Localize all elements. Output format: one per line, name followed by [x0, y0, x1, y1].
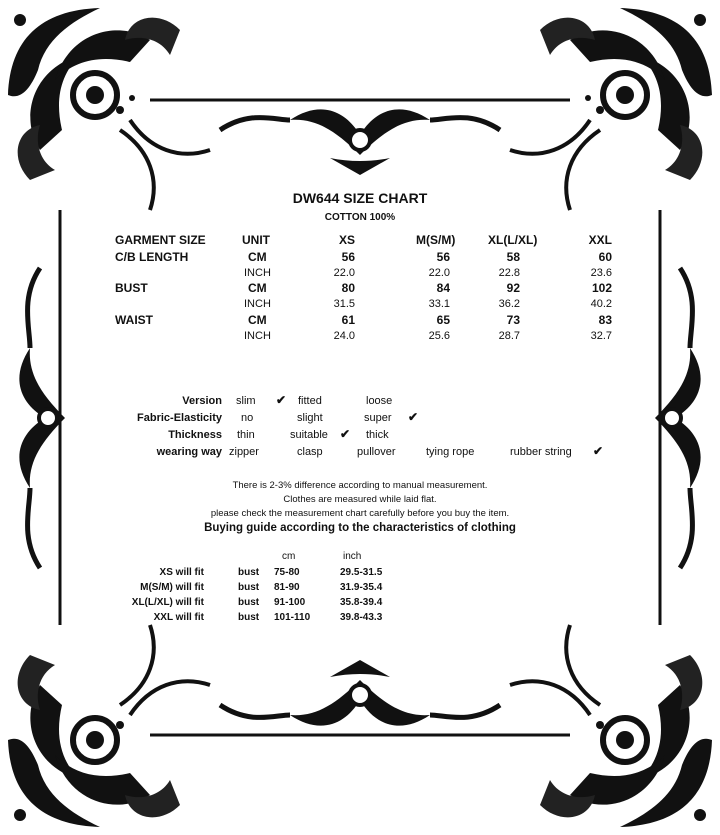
cell-value: 56 — [341, 250, 355, 264]
cell-value: 31.5 — [333, 298, 355, 310]
cell-value: 61 — [341, 313, 355, 327]
guide-row-inch: 35.8-39.4 — [340, 597, 383, 608]
row-label-bust: BUST — [115, 281, 148, 295]
note-line: please check the measurement chart carefully before you buy the item. — [210, 508, 510, 519]
cell-value: 60 — [598, 250, 612, 264]
guide-row-inch: 29.5-31.5 — [340, 567, 383, 578]
header-unit: UNIT — [242, 233, 270, 247]
cell-value: 28.7 — [498, 330, 520, 342]
cell-value: 56 — [436, 250, 450, 264]
cell-value: 92 — [506, 281, 520, 295]
cell-value: 22.8 — [498, 267, 520, 279]
row-label-waist: WAIST — [115, 313, 153, 327]
option-fitted: fitted — [298, 395, 322, 407]
guide-header-inch: inch — [343, 551, 362, 562]
option-thick: thick — [366, 429, 389, 441]
unit-inch: INCH — [244, 330, 271, 342]
option-no: no — [241, 412, 254, 424]
cell-value: 58 — [506, 250, 520, 264]
guide-row-label: XS will fit — [159, 567, 204, 578]
cell-value: 32.7 — [590, 330, 612, 342]
check-icon: ✔ — [593, 444, 604, 458]
option-slim: slim — [236, 395, 256, 407]
guide-row-cm: 75-80 — [274, 567, 300, 578]
header-xs: XS — [338, 233, 355, 247]
check-icon: ✔ — [276, 393, 287, 407]
guide-row-part: bust — [238, 567, 260, 578]
cell-value: 36.2 — [498, 298, 520, 310]
note-line: Clothes are measured while laid flat. — [283, 494, 437, 505]
material-label: COTTON 100% — [324, 212, 396, 223]
cell-value: 84 — [436, 281, 450, 295]
header-m: M(S/M) — [416, 233, 456, 247]
header-xl: XL(L/XL) — [488, 233, 538, 247]
attr-label-thickness: Thickness — [168, 429, 222, 441]
buying-guide-title: Buying guide according to the characteristics of clothing — [204, 522, 516, 534]
guide-row-cm: 91-100 — [274, 597, 306, 608]
unit-cm: CM — [248, 313, 267, 327]
option-thin: thin — [237, 429, 255, 441]
cell-value: 23.6 — [590, 267, 612, 279]
attr-label-wearing-way: wearing way — [156, 446, 222, 458]
guide-row-cm: 81-90 — [274, 582, 300, 593]
option-super: super — [364, 412, 392, 424]
unit-inch: INCH — [244, 267, 271, 279]
cell-value: 40.2 — [590, 298, 612, 310]
cell-value: 80 — [341, 281, 355, 295]
guide-row-part: bust — [238, 597, 260, 608]
page-title: DW644 SIZE CHART — [292, 190, 428, 206]
cell-value: 73 — [506, 313, 520, 327]
option-rubber-string: rubber string — [510, 446, 572, 458]
header-garment-size: GARMENT SIZE — [115, 233, 206, 247]
check-icon: ✔ — [340, 427, 351, 441]
guide-row-label: XXL will fit — [153, 612, 204, 623]
note-line: There is 2-3% difference according to manual measurement. — [232, 480, 488, 491]
unit-cm: CM — [248, 281, 267, 295]
cell-value: 65 — [436, 313, 450, 327]
cell-value: 33.1 — [428, 298, 450, 310]
cell-value: 83 — [598, 313, 612, 327]
cell-value: 22.0 — [428, 267, 450, 279]
attr-label-version: Version — [182, 395, 222, 407]
unit-cm: CM — [248, 250, 267, 264]
option-slight: slight — [297, 412, 323, 424]
cell-value: 24.0 — [333, 330, 355, 342]
guide-row-inch: 39.8-43.3 — [340, 612, 383, 623]
option-clasp: clasp — [297, 446, 323, 458]
cell-value: 22.0 — [333, 267, 355, 279]
option-pullover: pullover — [357, 446, 396, 458]
attr-label-fabric-elasticity: Fabric-Elasticity — [137, 412, 222, 424]
guide-row-cm: 101-110 — [274, 612, 311, 623]
guide-row-label: M(S/M) will fit — [140, 582, 204, 593]
row-label-cb-length: C/B LENGTH — [115, 250, 189, 264]
option-suitable: suitable — [290, 429, 328, 441]
check-icon: ✔ — [408, 410, 419, 424]
option-tying-rope: tying rope — [426, 446, 475, 458]
header-xxl: XXL — [588, 233, 612, 247]
option-loose: loose — [366, 395, 393, 407]
unit-inch: INCH — [244, 298, 271, 310]
guide-row-inch: 31.9-35.4 — [340, 582, 383, 593]
guide-row-label: XL(L/XL) will fit — [131, 597, 204, 608]
guide-header-cm: cm — [282, 551, 296, 562]
option-zipper: zipper — [229, 446, 259, 458]
guide-row-part: bust — [238, 612, 260, 623]
cell-value: 25.6 — [428, 330, 450, 342]
guide-row-part: bust — [238, 582, 260, 593]
cell-value: 102 — [591, 281, 612, 295]
